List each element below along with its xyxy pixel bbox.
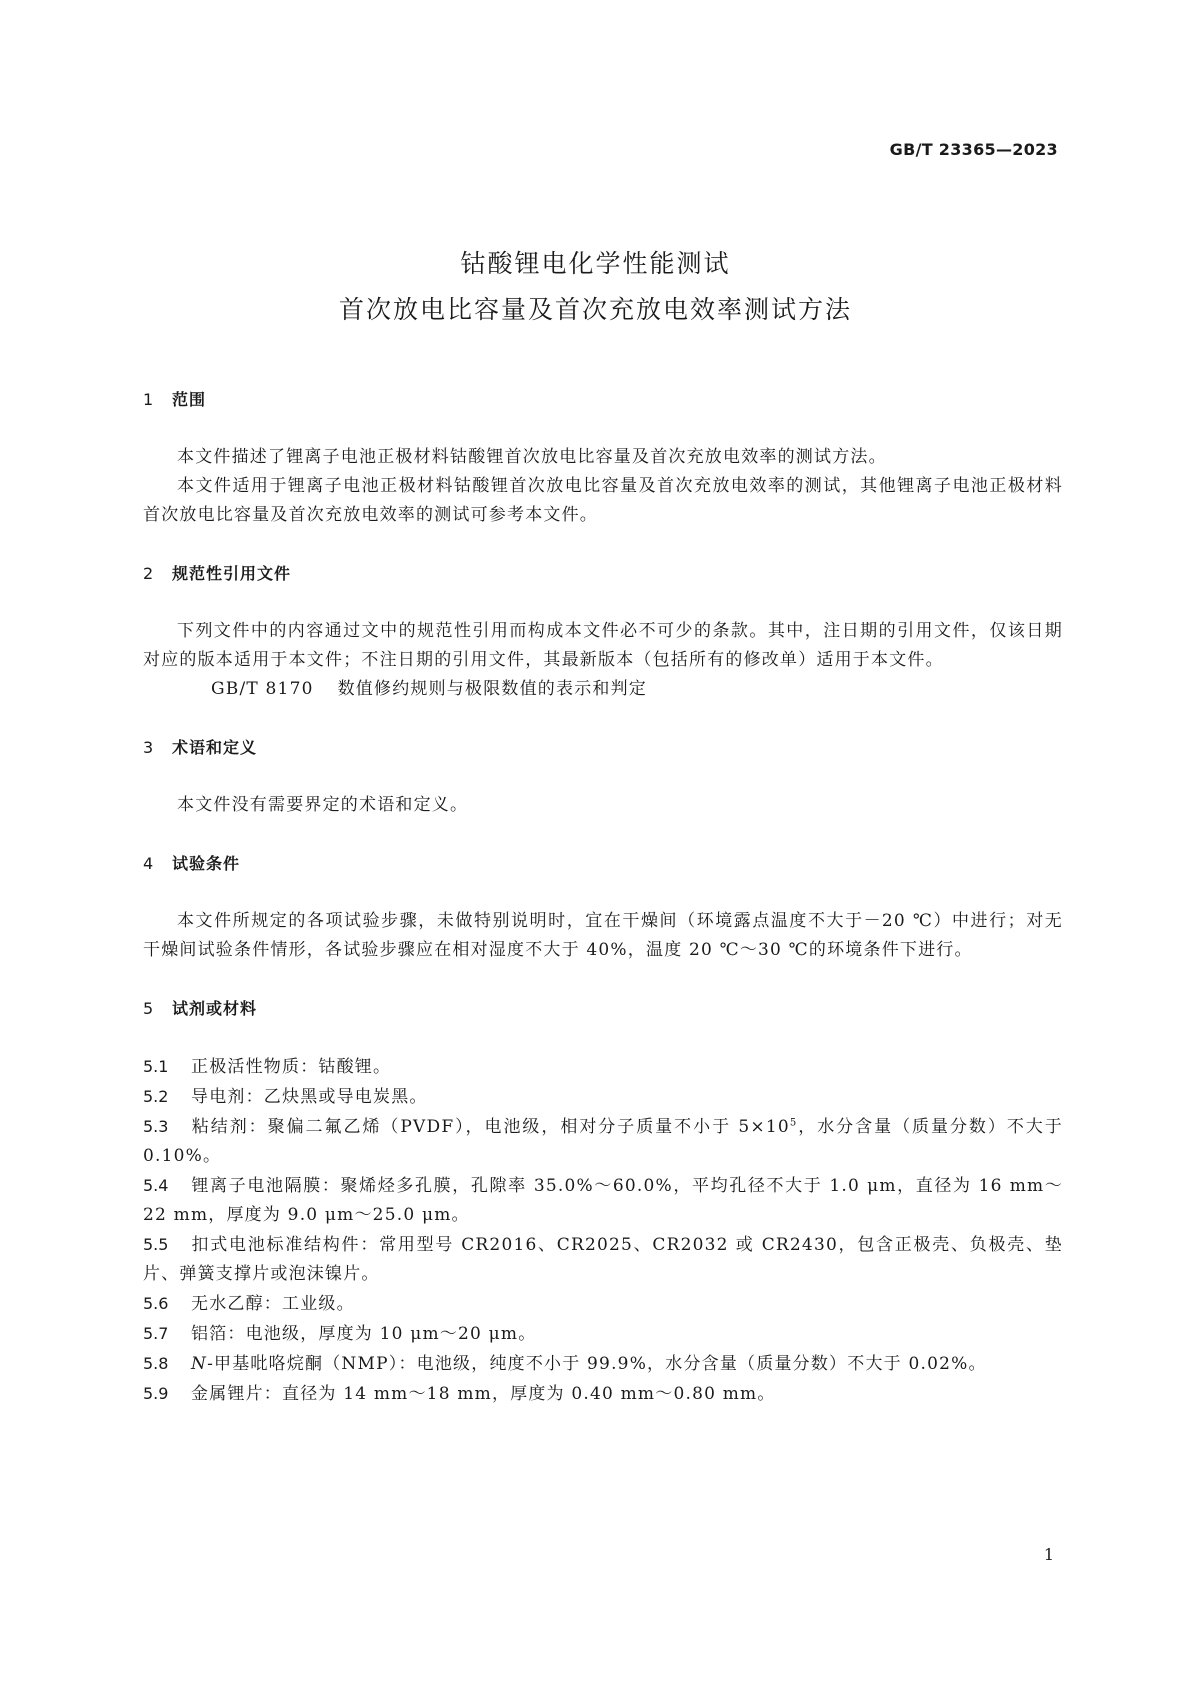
item-number: 5.5 <box>143 1235 169 1254</box>
section-title: 术语和定义 <box>172 738 258 757</box>
reference-title: 数值修约规则与极限数值的表示和判定 <box>337 679 648 699</box>
item-text: 金属锂片：直径为 14 mm～18 mm，厚度为 0.40 mm～0.80 mm。 <box>191 1384 776 1404</box>
section-heading-reagents <box>143 994 1063 1023</box>
list-item <box>143 1319 1063 1349</box>
document-title-line2: 首次放电比容量及首次充放电效率测试方法 <box>338 295 852 324</box>
item-text: 导电剂：乙炔黑或导电炭黑。 <box>191 1087 428 1107</box>
list-item <box>143 1230 1063 1289</box>
item-number: 5.8 <box>143 1354 169 1373</box>
reference-entry <box>143 675 1063 704</box>
item-text: -甲基吡咯烷酮（NMP）：电池级，纯度不小于 99.9%，水分含量（质量分数）不大于 0.02%。 <box>207 1354 987 1374</box>
item-text: 铝箔：电池级，厚度为 10 μm～20 μm。 <box>191 1324 537 1344</box>
section-title: 试剂或材料 <box>172 999 258 1018</box>
section-heading-normative-references <box>143 559 1063 588</box>
paragraph: 本文件适用于锂离子电池正极材料钴酸锂首次放电比容量及首次充放电效率的测试，其他锂离子电池正极材料首次放电比容量及首次充放电效率的测试可参考本文件。 <box>143 476 1063 525</box>
item-number: 5.4 <box>143 1176 169 1195</box>
section-number: 2 <box>143 564 155 583</box>
list-item <box>143 1052 1063 1082</box>
item-text: 扣式电池标准结构件：常用型号 CR2016、CR2025、CR2032 或 CR2430，包含正极壳、负极壳、垫片、弹簧支撑片或泡沫镍片。 <box>143 1235 1063 1284</box>
paragraph: 本文件所规定的各项试验步骤，未做特别说明时，宜在干燥间（环境露点温度不大于－20 ℃）中进行；对无干燥间试验条件情形，各试验步骤应在相对湿度不大于 40%，温度 20 ℃～30 ℃的环境条件下进行。 <box>143 911 1063 960</box>
superscript: 5 <box>789 1117 798 1129</box>
list-item <box>143 1379 1063 1409</box>
section-number: 5 <box>143 999 155 1018</box>
item-number: 5.2 <box>143 1087 169 1106</box>
list-item <box>143 1171 1063 1230</box>
section-title: 规范性引用文件 <box>172 564 292 583</box>
item-number: 5.3 <box>143 1117 169 1136</box>
standard-code: GB/T 23365—2023 <box>889 140 1058 159</box>
document-title-line1: 钴酸锂电化学性能测试 <box>460 249 731 278</box>
list-item <box>143 1349 1063 1379</box>
paragraph: 本文件描述了锂离子电池正极材料钴酸锂首次放电比容量及首次充放电效率的测试方法。 <box>177 447 887 467</box>
section-heading-test-conditions <box>143 849 1063 878</box>
list-item <box>143 1289 1063 1319</box>
item-text-continued: ，水分含量（质量分数）不大于 0.10%。 <box>143 1117 1063 1166</box>
item-number: 5.1 <box>143 1057 169 1076</box>
italic-symbol: N <box>191 1354 208 1374</box>
item-text: 无水乙醇：工业级。 <box>191 1294 355 1314</box>
paragraph: 本文件没有需要界定的术语和定义。 <box>177 795 469 815</box>
list-item <box>143 1082 1063 1112</box>
section-number: 1 <box>143 390 155 409</box>
item-number: 5.6 <box>143 1294 169 1313</box>
section-number: 4 <box>143 854 155 873</box>
section-heading-scope <box>143 385 1063 414</box>
item-text: 粘结剂：聚偏二氟乙烯（PVDF），电池级，相对分子质量不小于 5×10 <box>191 1117 790 1137</box>
page-number: 1 <box>1043 1545 1054 1564</box>
section-number: 3 <box>143 738 155 757</box>
section-title: 试验条件 <box>172 854 241 873</box>
paragraph: 下列文件中的内容通过文中的规范性引用而构成本文件必不可少的条款。其中，注日期的引用文件，仅该日期对应的版本适用于本文件；不注日期的引用文件，其最新版本（包括所有的修改单）适用于本文件。 <box>143 621 1063 670</box>
item-number: 5.7 <box>143 1324 169 1343</box>
item-text: 锂离子电池隔膜：聚烯烃多孔膜，孔隙率 35.0%～60.0%，平均孔径不大于 1.0 μm，直径为 16 mm～22 mm，厚度为 9.0 μm～25.0 μm。 <box>143 1176 1063 1225</box>
section-title: 范围 <box>172 390 207 409</box>
section-heading-terms <box>143 733 1063 762</box>
item-number: 5.9 <box>143 1384 169 1403</box>
item-text: 正极活性物质：钴酸锂。 <box>191 1057 392 1077</box>
reference-code: GB/T 8170 <box>211 679 314 699</box>
list-item <box>143 1112 1063 1171</box>
document-body <box>143 385 1063 1409</box>
